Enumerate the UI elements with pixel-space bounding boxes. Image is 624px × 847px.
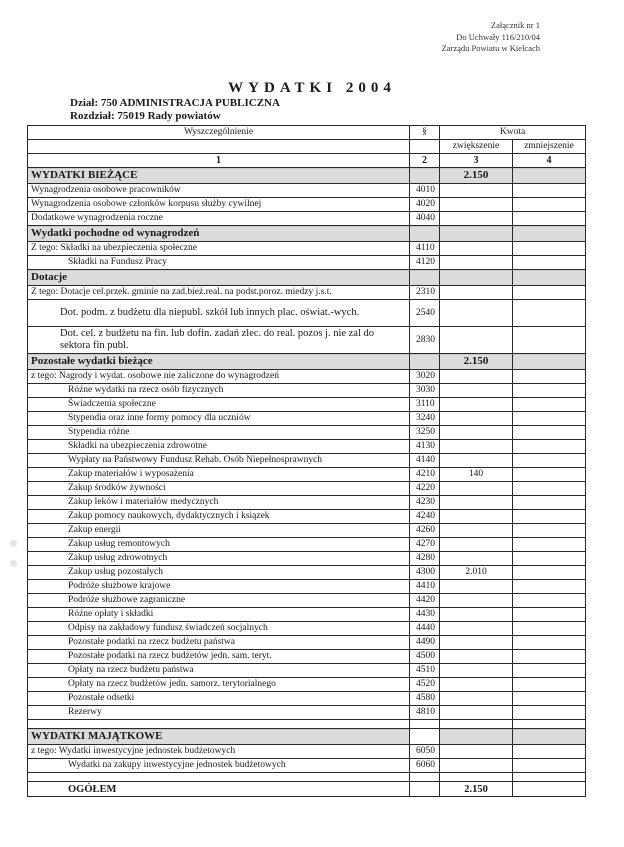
row-description: Opłaty na rzecz budżetów jedn. samorz. terytorialnego (28, 678, 410, 692)
row-increase (440, 482, 513, 496)
row-description: Zakup pomocy naukowych, dydaktycznych i ksiązek (28, 510, 410, 524)
row-decrease (513, 692, 586, 706)
table-row (28, 440, 586, 454)
row-increase (440, 650, 513, 664)
spacer-cell (513, 773, 586, 782)
row-increase (440, 745, 513, 759)
table-row (28, 300, 586, 327)
row-description: Rezerwy (28, 706, 410, 720)
spacer-cell (440, 773, 513, 782)
table-row (28, 538, 586, 552)
section-increase: 2.150 (440, 354, 513, 370)
row-paragraph-code: 4520 (410, 678, 440, 692)
spacer-cell (410, 773, 440, 782)
row-increase (440, 454, 513, 468)
row-description: Stypendia różne (28, 426, 410, 440)
row-paragraph-code: 4020 (410, 198, 440, 212)
row-paragraph-code: 4010 (410, 184, 440, 198)
row-increase (440, 384, 513, 398)
row-description: Zakup usług remontowych (28, 538, 410, 552)
row-decrease (513, 242, 586, 256)
row-description: Dot. podm. z budżetu dla niepubl. szkół lub innych plac. oświat.-wych. (28, 300, 410, 327)
rozdzial-heading: Rozdział: 75019 Rady powiatów (70, 110, 221, 122)
row-paragraph-code: 4230 (410, 496, 440, 510)
row-decrease (513, 212, 586, 226)
table-row (28, 552, 586, 566)
row-description: Pozostałe podatki na rzecz budżetu państwa (28, 636, 410, 650)
table-row (28, 580, 586, 594)
section-increase: 2.150 (440, 168, 513, 184)
table-row (28, 212, 586, 226)
attachment-line-3: Zarządu Powiatu w Kielcach (441, 43, 540, 53)
row-increase (440, 706, 513, 720)
row-paragraph-code: 2310 (410, 286, 440, 300)
table-row (28, 510, 586, 524)
row-paragraph-code: 3250 (410, 426, 440, 440)
table-row (28, 608, 586, 622)
row-increase (440, 412, 513, 426)
row-decrease (513, 552, 586, 566)
row-increase (440, 608, 513, 622)
row-description: Z tego: Składki na ubezpieczenia społeczne (28, 242, 410, 256)
row-paragraph-code: 4420 (410, 594, 440, 608)
dzial-heading: Dział: 750 ADMINISTRACJA PUBLICZNA (70, 97, 280, 109)
row-description: Odpisy na zakładowy fundusz świadczeń socjalnych (28, 622, 410, 636)
total-decrease (513, 782, 586, 797)
row-decrease (513, 636, 586, 650)
row-paragraph-code: 4240 (410, 510, 440, 524)
row-paragraph-code: 4500 (410, 650, 440, 664)
row-description: Zakup usług zdrowotnych (28, 552, 410, 566)
table-row (28, 327, 586, 354)
row-increase (440, 664, 513, 678)
row-description: Zakup środków żywności (28, 482, 410, 496)
table-row (28, 678, 586, 692)
column-number-4: 4 (513, 154, 586, 168)
row-description: Pozostałe odsetki (28, 692, 410, 706)
row-paragraph-code: 4280 (410, 552, 440, 566)
section-title: Pozostałe wydatki bieżące (28, 354, 410, 370)
row-increase (440, 594, 513, 608)
row-paragraph-code: 6050 (410, 745, 440, 759)
row-decrease (513, 370, 586, 384)
section-paragraph (410, 168, 440, 184)
row-increase (440, 510, 513, 524)
row-decrease (513, 706, 586, 720)
row-paragraph-code: 4220 (410, 482, 440, 496)
section-increase (440, 270, 513, 286)
table-row (28, 759, 586, 773)
header-paragraph: § (410, 126, 440, 140)
row-description: Wynagrodzenia osobowe pracowników (28, 184, 410, 198)
row-description: Dodatkowe wynagrodzenia roczne (28, 212, 410, 226)
row-decrease (513, 566, 586, 580)
row-decrease (513, 184, 586, 198)
table-row (28, 198, 586, 212)
row-paragraph-code: 4490 (410, 636, 440, 650)
section-title: WYDATKI MAJĄTKOWE (28, 729, 410, 745)
row-description: Różne opłaty i składki (28, 608, 410, 622)
row-description: Świadczenia społeczne (28, 398, 410, 412)
row-increase (440, 622, 513, 636)
attachment-note (442, 20, 540, 55)
row-decrease (513, 256, 586, 270)
row-description: Zakup leków i materiałów medycznych (28, 496, 410, 510)
row-increase (440, 759, 513, 773)
header-row (28, 126, 586, 140)
total-increase: 2.150 (440, 782, 513, 797)
row-decrease (513, 510, 586, 524)
section-row-pochodne (28, 226, 586, 242)
row-decrease (513, 198, 586, 212)
total-row (28, 782, 586, 797)
document-title: WYDATKI 2004 (228, 80, 396, 96)
section-title: Dotacje (28, 270, 410, 286)
row-description: z tego: Nagrody i wydat. osobowe nie zaliczone do wynagrodzeń (28, 370, 410, 384)
row-increase (440, 538, 513, 552)
row-decrease (513, 440, 586, 454)
row-paragraph-code: 4510 (410, 664, 440, 678)
section-decrease (513, 354, 586, 370)
table-row (28, 650, 586, 664)
section-paragraph (410, 270, 440, 286)
spacer-cell (513, 720, 586, 729)
row-description: Zakup energii (28, 524, 410, 538)
expenditure-table (27, 125, 586, 797)
row-description: Wydatki na zakupy inwestycyjne jednostek budżetowych (28, 759, 410, 773)
spacer-row (28, 773, 586, 782)
row-paragraph-code: 4140 (410, 454, 440, 468)
row-increase (440, 300, 513, 327)
row-decrease (513, 580, 586, 594)
row-paragraph-code: 4130 (410, 440, 440, 454)
row-description: Różne wydatki na rzecz osób fizycznych (28, 384, 410, 398)
row-paragraph-code: 2830 (410, 327, 440, 354)
header-decrease: zmniejszenie (513, 140, 586, 154)
row-increase (440, 184, 513, 198)
row-decrease (513, 664, 586, 678)
total-label: OGÓŁEM (28, 782, 410, 797)
table-row (28, 184, 586, 198)
row-increase (440, 580, 513, 594)
section-row-dotacje (28, 270, 586, 286)
section-increase (440, 226, 513, 242)
table-row (28, 412, 586, 426)
section-title: Wydatki pochodne od wynagrodzeń (28, 226, 410, 242)
row-decrease (513, 398, 586, 412)
row-decrease (513, 496, 586, 510)
subheader-row (28, 140, 586, 154)
attachment-line-1: Załącznik nr 1 (490, 20, 540, 30)
row-decrease (513, 482, 586, 496)
row-description: Wynagrodzenia osobowe członków korpusu służby cywilnej (28, 198, 410, 212)
table-row (28, 242, 586, 256)
section-paragraph (410, 226, 440, 242)
row-paragraph-code: 4210 (410, 468, 440, 482)
section-decrease (513, 226, 586, 242)
table-row (28, 370, 586, 384)
row-paragraph-code: 4580 (410, 692, 440, 706)
table-row (28, 384, 586, 398)
row-increase (440, 256, 513, 270)
table-row (28, 692, 586, 706)
row-paragraph-code: 6060 (410, 759, 440, 773)
row-decrease (513, 745, 586, 759)
row-paragraph-code: 4810 (410, 706, 440, 720)
row-increase (440, 440, 513, 454)
row-paragraph-code: 4110 (410, 242, 440, 256)
row-description: z tego: Wydatki inwestycyjne jednostek budżetowych (28, 745, 410, 759)
row-decrease (513, 384, 586, 398)
table-row (28, 286, 586, 300)
section-title: WYDATKI BIEŻĄCE (28, 168, 410, 184)
row-increase (440, 524, 513, 538)
table-row (28, 622, 586, 636)
spacer-cell (28, 773, 410, 782)
row-paragraph-code: 4430 (410, 608, 440, 622)
table-row (28, 426, 586, 440)
row-decrease (513, 759, 586, 773)
spacer-cell (410, 720, 440, 729)
row-description: Z tego: Dotacje cel.przek. gminie na zad.bież.real. na podst.poroz. miedzy j.s.t. (28, 286, 410, 300)
row-paragraph-code: 4260 (410, 524, 440, 538)
row-paragraph-code: 3020 (410, 370, 440, 384)
row-paragraph-code: 2540 (410, 300, 440, 327)
row-increase: 140 (440, 468, 513, 482)
spacer-cell (440, 720, 513, 729)
row-paragraph-code: 3240 (410, 412, 440, 426)
column-number-1: 1 (28, 154, 410, 168)
row-increase (440, 636, 513, 650)
table-row (28, 636, 586, 650)
row-paragraph-code: 4040 (410, 212, 440, 226)
row-increase (440, 678, 513, 692)
row-decrease (513, 286, 586, 300)
spacer-row (28, 720, 586, 729)
row-paragraph-code: 4300 (410, 566, 440, 580)
table-row (28, 524, 586, 538)
row-increase: 2.010 (440, 566, 513, 580)
row-decrease (513, 608, 586, 622)
table-row (28, 468, 586, 482)
column-number-3: 3 (440, 154, 513, 168)
table-row (28, 482, 586, 496)
row-decrease (513, 300, 586, 327)
row-decrease (513, 538, 586, 552)
row-decrease (513, 650, 586, 664)
section-row-majatkowe (28, 729, 586, 745)
row-description: Wypłaty na Państwowy Fundusz Rehab. Osób Niepełnosprawnych (28, 454, 410, 468)
row-paragraph-code: 4410 (410, 580, 440, 594)
row-paragraph-code: 4440 (410, 622, 440, 636)
row-increase (440, 552, 513, 566)
section-row-biezace (28, 168, 586, 184)
table-row (28, 745, 586, 759)
table-row (28, 664, 586, 678)
table-row (28, 706, 586, 720)
row-increase (440, 426, 513, 440)
row-description: Składki na Fundusz Pracy (28, 256, 410, 270)
section-decrease (513, 168, 586, 184)
section-increase (440, 729, 513, 745)
table-row (28, 454, 586, 468)
section-paragraph (410, 354, 440, 370)
row-paragraph-code: 4120 (410, 256, 440, 270)
row-paragraph-code: 3110 (410, 398, 440, 412)
column-number-row (28, 154, 586, 168)
section-row-pozostale (28, 354, 586, 370)
row-decrease (513, 412, 586, 426)
table-row (28, 496, 586, 510)
row-decrease (513, 327, 586, 354)
spacer-cell (28, 720, 410, 729)
row-increase (440, 198, 513, 212)
header-increase: zwiększenie (440, 140, 513, 154)
row-decrease (513, 524, 586, 538)
total-paragraph (410, 782, 440, 797)
row-description: Stypendia oraz inne formy pomocy dla uczniów (28, 412, 410, 426)
row-decrease (513, 678, 586, 692)
row-description: Pozostałe podatki na rzecz budżetów jedn. sam. teryt. (28, 650, 410, 664)
row-decrease (513, 426, 586, 440)
row-decrease (513, 622, 586, 636)
row-increase (440, 286, 513, 300)
row-increase (440, 370, 513, 384)
row-paragraph-code: 3030 (410, 384, 440, 398)
row-increase (440, 327, 513, 354)
table-row (28, 256, 586, 270)
section-decrease (513, 729, 586, 745)
column-number-2: 2 (410, 154, 440, 168)
row-increase (440, 242, 513, 256)
section-decrease (513, 270, 586, 286)
row-description: Opłaty na rzecz budżetu państwa (28, 664, 410, 678)
table-row (28, 594, 586, 608)
row-increase (440, 212, 513, 226)
row-description: Podróże służbowe zagraniczne (28, 594, 410, 608)
header-description: Wyszczególnienie (28, 126, 410, 140)
row-paragraph-code: 4270 (410, 538, 440, 552)
header-amount: Kwota (440, 126, 586, 140)
row-description: Składki na ubezpieczenia zdrowotne (28, 440, 410, 454)
section-paragraph (410, 729, 440, 745)
row-description: Podróże służbowe krajowe (28, 580, 410, 594)
row-description: Zakup usług pozostałych (28, 566, 410, 580)
row-increase (440, 398, 513, 412)
row-increase (440, 692, 513, 706)
table-row (28, 398, 586, 412)
row-decrease (513, 594, 586, 608)
row-decrease (513, 454, 586, 468)
table-row (28, 566, 586, 580)
row-decrease (513, 468, 586, 482)
row-increase (440, 496, 513, 510)
row-description: Zakup materiałów i wyposażenia (28, 468, 410, 482)
row-description: Dot. cel. z budżetu na fin. lub dofin. zadań zlec. do real. pozos j. nie zal do sektora fin publ. (28, 327, 410, 354)
attachment-line-2: Do Uchwały 116/210/04 (456, 31, 540, 42)
